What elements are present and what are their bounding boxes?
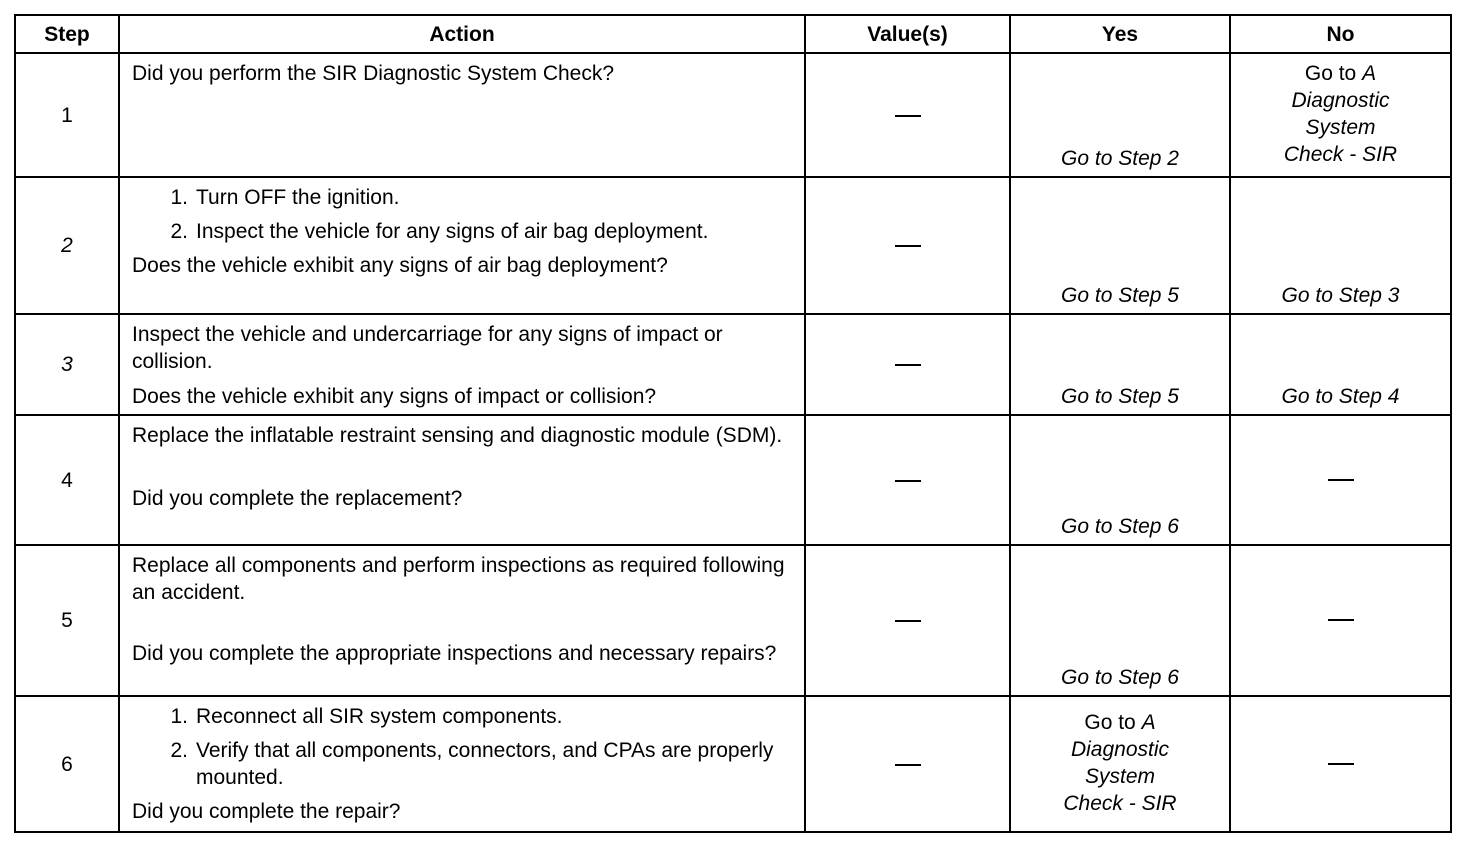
yes-link[interactable]: Go to Step 2 [1061,147,1179,170]
action-question: Does the vehicle exhibit any signs of impact or collision? [132,385,657,408]
dash-mark [895,364,921,366]
yes-cell [1010,415,1230,545]
header-row [15,15,1451,53]
value-cell [805,53,1010,177]
no-link[interactable]: Go to Step 3 [1281,284,1400,307]
action-cell [119,177,805,314]
step-number: 6 [15,696,119,832]
yes-link[interactable]: Go to Step 6 [1061,515,1179,538]
value-cell [805,696,1010,832]
action-cell [119,415,805,545]
header-action: Action [119,15,805,53]
no-link[interactable]: Go to A Diagnostic System Check - SIR [1283,62,1398,166]
action-list [132,703,794,791]
list-item: 2. Verify that all components, connectors, and CPAs are properly mounted. [170,739,774,789]
yes-cell [1010,177,1230,314]
action-cell [119,696,805,832]
header-yes: Yes [1010,15,1230,53]
step-number: 4 [15,415,119,545]
dash-mark [895,620,921,622]
action-question: Did you complete the replacement? [132,487,463,510]
yes-cell [1010,314,1230,415]
value-cell [805,314,1010,415]
action-text: Did you perform the SIR Diagnostic System Check? [132,62,615,85]
list-item: 2. Inspect the vehicle for any signs of air bag deployment. [170,220,709,243]
dash-mark [1328,763,1354,765]
action-cell [119,314,805,415]
yes-cell [1010,53,1230,177]
value-cell [805,545,1010,696]
step-number: 1 [15,53,119,177]
step-number: 2 [15,177,119,314]
dash-mark [895,115,921,117]
action-text: Replace the inflatable restraint sensing and diagnostic module (SDM). [132,424,783,447]
header-values: Value(s) [805,15,1010,53]
action-list [132,184,794,245]
action-text: Inspect the vehicle and undercarriage for any signs of impact or collision. [132,323,723,373]
header-no: No [1230,15,1451,53]
action-question: Does the vehicle exhibit any signs of air bag deployment? [132,254,668,277]
no-cell [1230,545,1451,696]
no-cell [1230,415,1451,545]
action-text: Replace all components and perform inspections as required following an accident. [132,554,785,604]
yes-link[interactable]: Go to A Diagnostic System Check - SIR [1063,711,1177,815]
table-row-step-2 [15,177,1451,314]
no-cell [1230,696,1451,832]
value-cell [805,415,1010,545]
dash-mark [895,245,921,247]
table-row-step-6 [15,696,1451,832]
table-row-step-5 [15,545,1451,696]
list-item: 1. Turn OFF the ignition. [170,186,400,209]
table-row-step-3 [15,314,1451,415]
yes-link[interactable]: Go to Step 6 [1061,666,1179,689]
list-item: 1. Reconnect all SIR system components. [170,705,563,728]
header-step: Step [15,15,119,53]
no-link[interactable]: Go to Step 4 [1281,385,1400,408]
table-row-step-1 [15,53,1451,177]
yes-cell [1010,545,1230,696]
dash-mark [1328,619,1354,621]
no-cell [1230,314,1451,415]
dash-mark [1328,479,1354,481]
dash-mark [895,480,921,482]
no-cell [1230,53,1451,177]
step-number: 5 [15,545,119,696]
action-question: Did you complete the appropriate inspections and necessary repairs? [132,642,777,665]
yes-link[interactable]: Go to Step 5 [1061,284,1179,307]
dash-mark [895,764,921,766]
action-cell [119,53,805,177]
diagnostic-table [14,14,1452,833]
action-question: Did you complete the repair? [132,800,401,823]
yes-cell [1010,696,1230,832]
step-number: 3 [15,314,119,415]
table-row-step-4 [15,415,1451,545]
yes-link[interactable]: Go to Step 5 [1061,385,1179,408]
action-cell [119,545,805,696]
value-cell [805,177,1010,314]
no-cell [1230,177,1451,314]
